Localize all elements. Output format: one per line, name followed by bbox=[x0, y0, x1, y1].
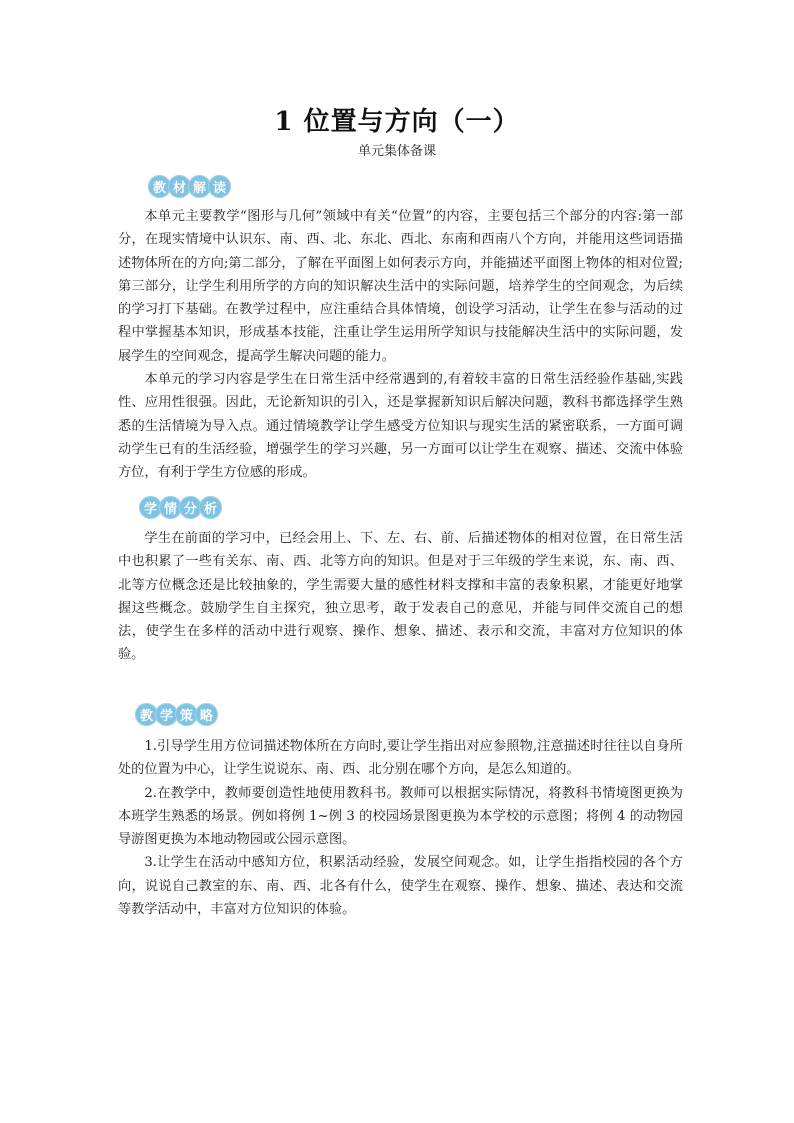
paragraph: 学生在前面的学习中，已经会用上、下、左、右、前、后描述物体的相对位置，在日常生活中也积累了一些有关东、南、西、北等方向的知识。但是对于三年级的学生来说，东、南、西、北等方位概念还是比较抽象的，学生需要大量的感性材料支撑和丰富的表象积累，才能更好地掌握这些概念。鼓励学生自主探究，独立思考，敢于发表自己的意见，并能与同伴交流自己的想法，使学生在多样的活动中进行观察、操作、想象、描述、表示和交流，丰富对方位知识的体验。 bbox=[118, 531, 683, 663]
section-body-textbook-analysis bbox=[118, 205, 683, 485]
section-tag-char: 析 bbox=[199, 496, 222, 519]
section-tag-char: 情 bbox=[159, 496, 182, 519]
paragraph: 2.在教学中，教师要创造性地使用教科书。教师可以根据实际情况，将教科书情境图更换为本班学生熟悉的场景。例如将例 1~例 3 的校园场景图更换为本学校的示意图；将例 4 的动物园导游图更换为本地动物园或公园示意图。 bbox=[118, 785, 683, 848]
paragraph: 1.引导学生用方位词描述物体所在方向时,要让学生指出对应参照物,注意描述时往往以自身所处的位置为中心，让学生说说东、南、西、北分别在哪个方向，是怎么知道的。 bbox=[118, 739, 683, 778]
section-tag-textbook-analysis bbox=[148, 173, 228, 199]
section-tag-char: 教 bbox=[148, 175, 171, 198]
section-body-teaching-strategy bbox=[118, 735, 683, 921]
section-tag-char: 教 bbox=[135, 703, 158, 726]
paragraph: 本单元的学习内容是学生在日常生活中经常遇到的,有着较丰富的日常生活经验作基础,实践性、应用性很强。因此，无论新知识的引入，还是掌握新知识后解决问题，教科书都选择学生熟悉的生活情境为导入点。通过情境教学让学生感受方位知识与现实生活的紧密联系，一方面可调动学生已有的生活经验，增强学生的学习兴趣，另一方面可以让学生在观察、描述、交流中体验方位，有利于学生方位感的形成。 bbox=[118, 372, 683, 481]
paragraph: 3.让学生在活动中感知方位，积累活动经验，发展空间观念。如，让学生指指校园的各个方向，说说自己教室的东、南、西、北各有什么，使学生在观察、操作、想象、描述、表达和交流等教学活动中，丰富对方位知识的体验。 bbox=[118, 855, 683, 918]
section-tag-teaching-strategy bbox=[135, 701, 215, 727]
section-tag-student-analysis bbox=[139, 494, 219, 520]
paragraph: 本单元主要教学“图形与几何”领域中有关“位置”的内容，主要包括三个部分的内容:第一部分，在现实情境中认识东、南、西、北、东北、西北、东南和西南八个方向，并能用这些词语描述物体所在的方向;第二部分，了解在平面图上如何表示方向，并能描述平面图上物体的相对位置;第三部分，让学生利用所学的方向的知识解决生活中的实际问题，培养学生的空间观念，为后续的学习打下基础。在教学过程中，应注重结合具体情境，创设学习活动，让学生在参与活动的过程中掌握基本知识，形成基本技能，注重让学生运用所学知识与技能解决生活中的实际问题，发展学生的空间观念，提高学生解决问题的能力。 bbox=[118, 209, 683, 364]
section-tag-char: 学 bbox=[139, 496, 162, 519]
section-tag-char: 略 bbox=[195, 703, 218, 726]
page-subtitle: 单元集体备课 bbox=[357, 144, 436, 159]
section-tag-char: 学 bbox=[155, 703, 178, 726]
section-body-student-analysis bbox=[118, 527, 683, 667]
page-title: 1 位置与方向（一） bbox=[274, 107, 520, 137]
section-tag-char: 材 bbox=[168, 175, 191, 198]
section-tag-char: 分 bbox=[179, 496, 202, 519]
section-tag-char: 策 bbox=[175, 703, 198, 726]
section-tag-char: 解 bbox=[188, 175, 211, 198]
section-tag-char: 读 bbox=[208, 175, 231, 198]
